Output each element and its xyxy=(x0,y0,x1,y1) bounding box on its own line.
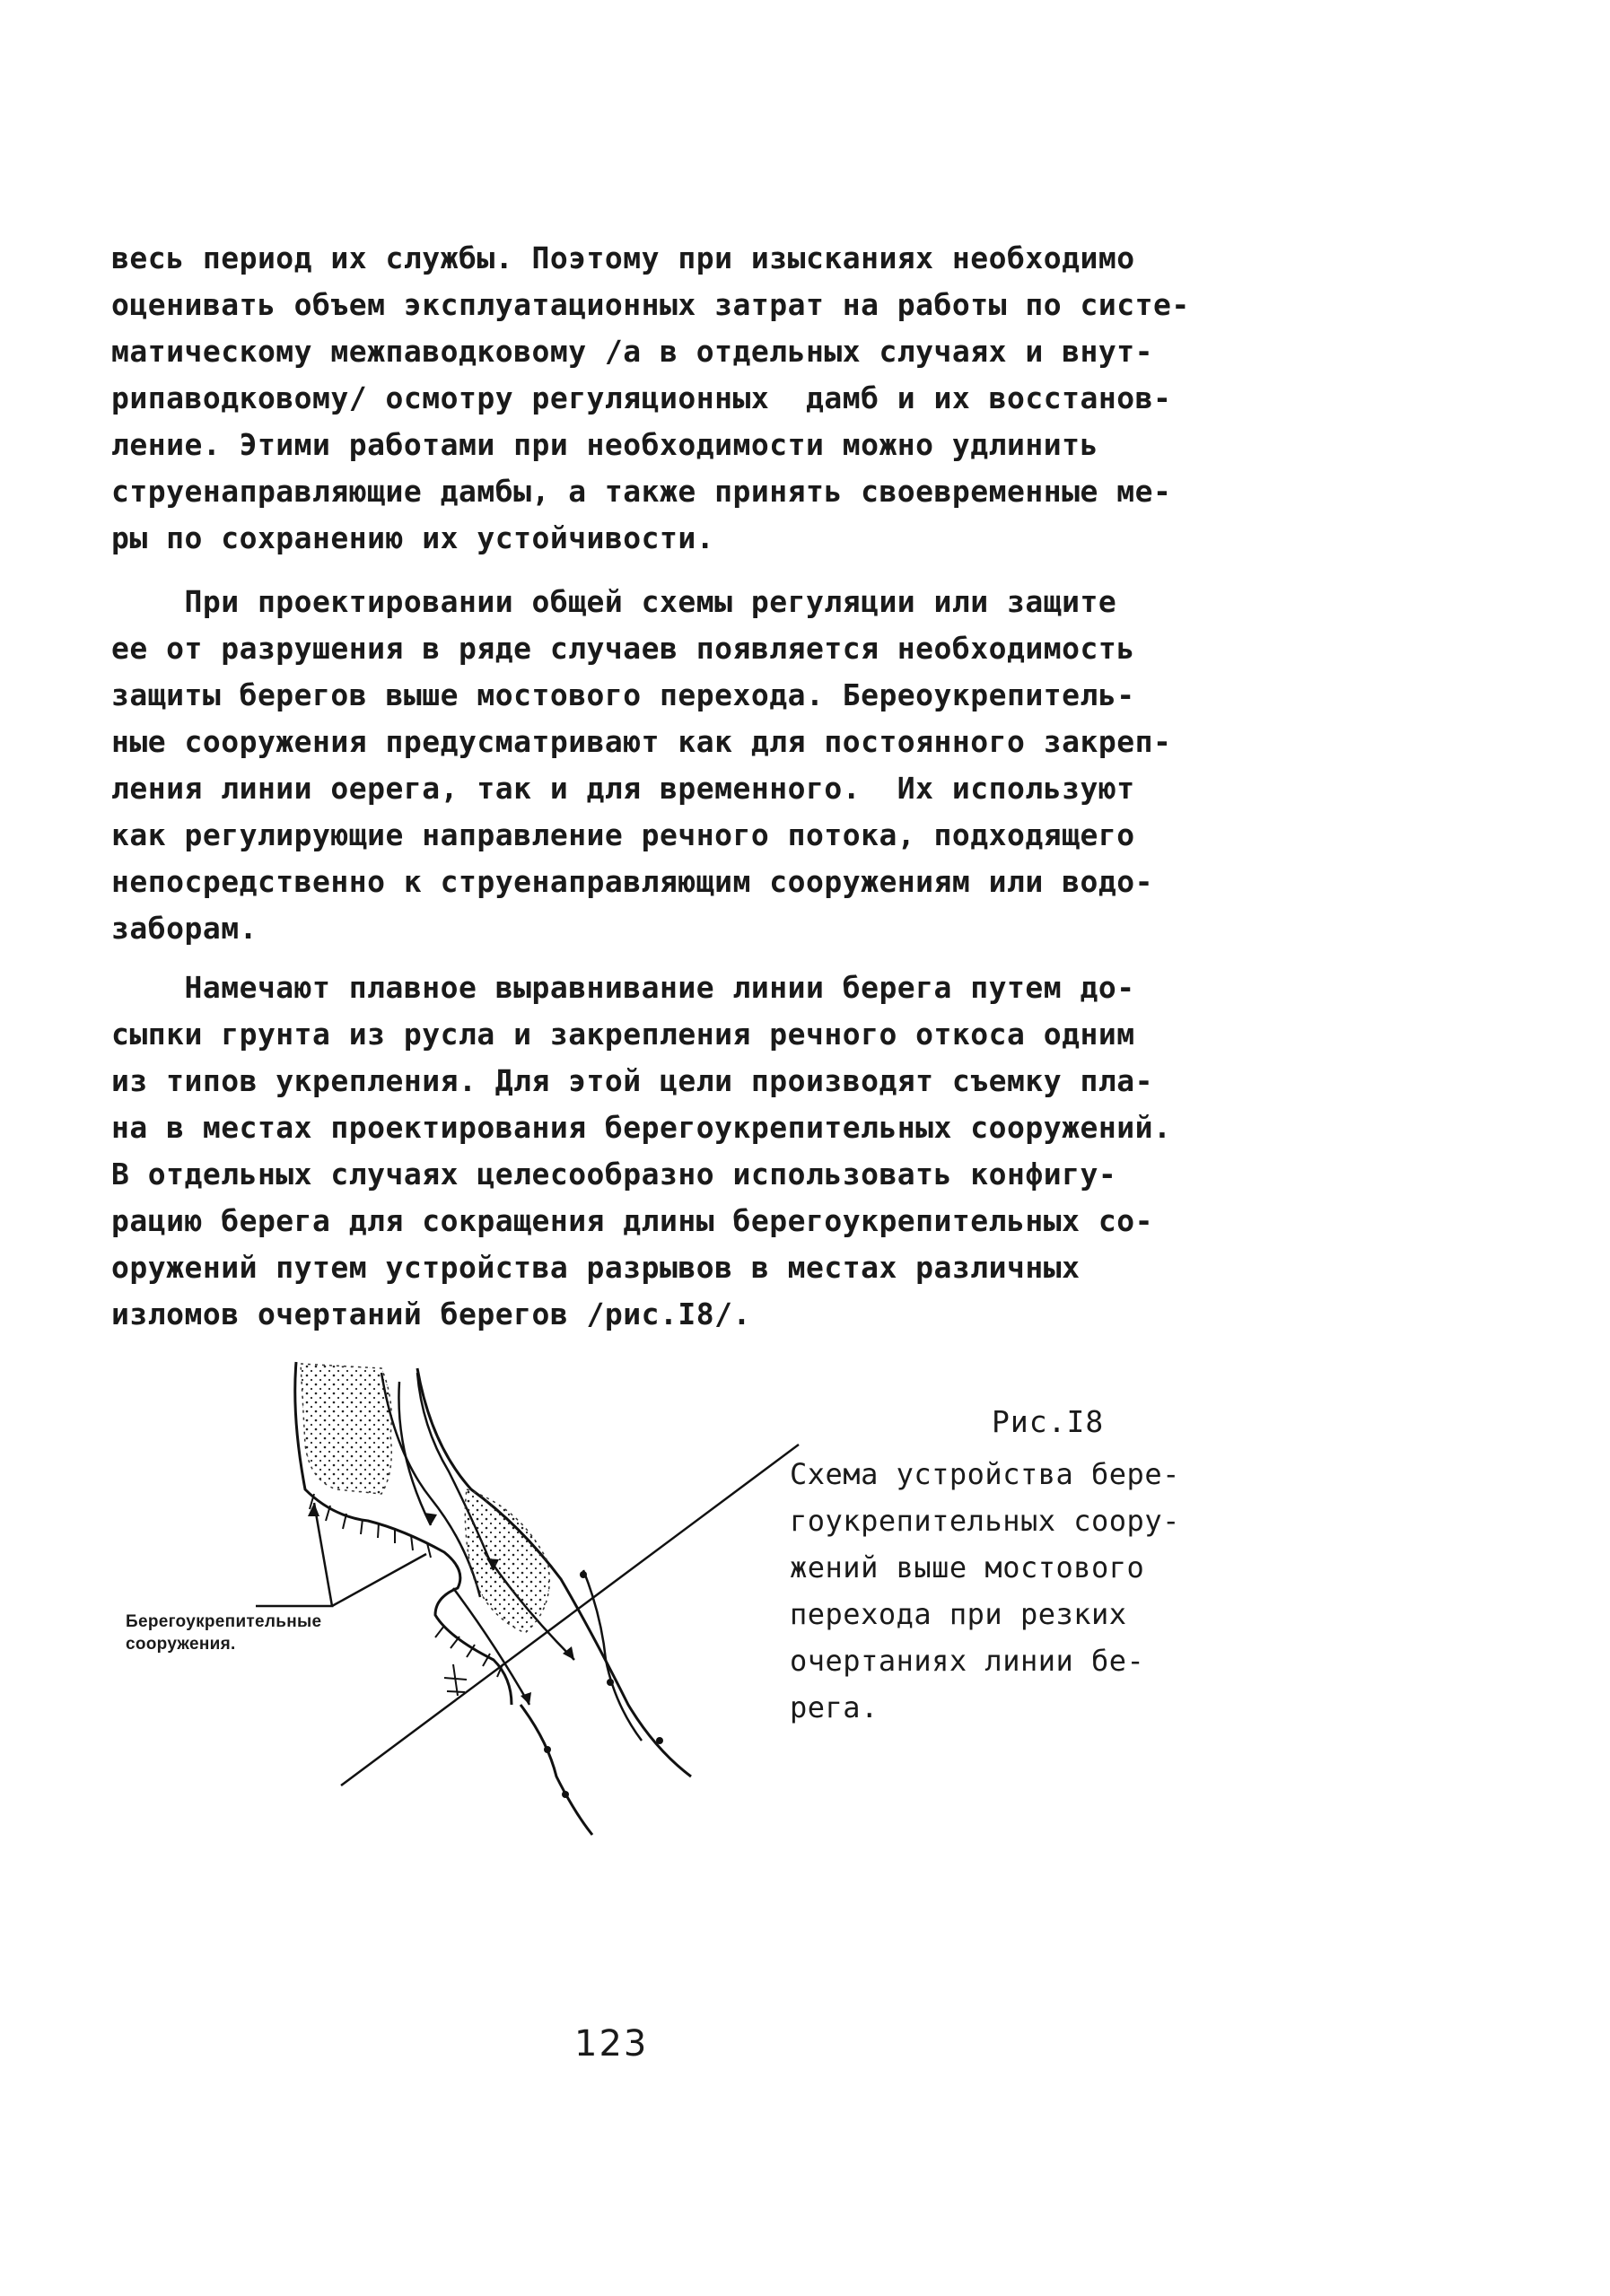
figure-label-line: Берегоукрепительные xyxy=(126,1612,322,1631)
text-line: оценивать объем эксплуатационных затрат на работы по систе- xyxy=(111,287,1190,322)
caption-line: перехода при резких xyxy=(790,1597,1127,1631)
figure-number: Рис.I8 xyxy=(992,1404,1105,1439)
flow-line-1 xyxy=(381,1373,480,1597)
text-line: сыпки грунта из русла и закрепления речного откоса одним xyxy=(111,1017,1135,1052)
text-line: В отдельных случаях целесообразно использовать конфигу- xyxy=(111,1157,1117,1192)
text-line: рацию берега для сокращения длины берегоукрепительных со- xyxy=(111,1203,1153,1238)
text-line: ления линии оерега, так и для временного. Их используют xyxy=(111,771,1135,806)
caption-line: жений выше мостового xyxy=(790,1550,1145,1585)
text-line: ее от разрушения в ряде случаев появляется необходимость xyxy=(111,631,1135,666)
paragraph-1 xyxy=(111,235,1269,562)
text-line: струенаправляющие дамбы, а также принять своевременные ме- xyxy=(111,474,1172,509)
text-line: на в местах проектирования берегоукрепительных сооружений. xyxy=(111,1110,1172,1145)
lower-channel xyxy=(521,1705,592,1835)
caption-line: рега. xyxy=(790,1690,879,1724)
text-line: изломов очертаний берегов /рис.I8/. xyxy=(111,1296,751,1331)
text-line: Намечают плавное выравнивание линии берега путем до- xyxy=(111,970,1135,1005)
page-number: 123 xyxy=(574,2023,649,2065)
text-line: ление. Этими работами при необходимости можно удлинить xyxy=(111,427,1098,462)
figure-label-line: сооружения. xyxy=(126,1635,236,1654)
caption-line: Схема устройства бере- xyxy=(790,1457,1180,1491)
revetment-hatching-2 xyxy=(435,1626,503,1677)
figure-label xyxy=(126,1611,422,1655)
sandbar-middle xyxy=(465,1489,549,1633)
caption-line: очертаниях линии бе- xyxy=(790,1644,1145,1678)
text-line: весь период их службы. Поэтому при изысканиях необходимо xyxy=(111,240,1135,275)
text-line: При проектировании общей схемы регуляции или защите xyxy=(111,584,1117,619)
paragraph-3 xyxy=(111,965,1269,1338)
text-line: как регулирующие направление речного потока, подходящего xyxy=(111,817,1135,852)
sandbar-upper xyxy=(301,1364,391,1494)
text-line: защиты берегов выше мостового перехода. Береоукрепитель- xyxy=(111,677,1135,712)
text-line: ные сооружения предусматривают как для постоянного закреп- xyxy=(111,724,1172,759)
riverbank-figure xyxy=(126,1346,808,1848)
text-line: заборам. xyxy=(111,911,258,946)
text-line: непосредственно к струенаправляющим сооружениям или водо- xyxy=(111,864,1153,899)
revetment-hatching-1 xyxy=(310,1494,431,1558)
text-line: рипаводковому/ осмотру регуляционных дамб и их восстанов- xyxy=(111,380,1172,415)
text-line: из типов укрепления. Для этой цели производят съемку пла- xyxy=(111,1063,1153,1098)
text-line: матическому межпаводковому /а в отдельных случаях и внут- xyxy=(111,334,1153,369)
paragraph-2 xyxy=(111,579,1269,952)
text-line: оружений путем устройства разрывов в местах различных xyxy=(111,1250,1081,1285)
text-line: ры по сохранению их устойчивости. xyxy=(111,520,715,555)
caption-line: гоукрепительных соору- xyxy=(790,1504,1180,1538)
figure-caption xyxy=(790,1451,1256,1731)
label-pointer xyxy=(256,1503,426,1606)
